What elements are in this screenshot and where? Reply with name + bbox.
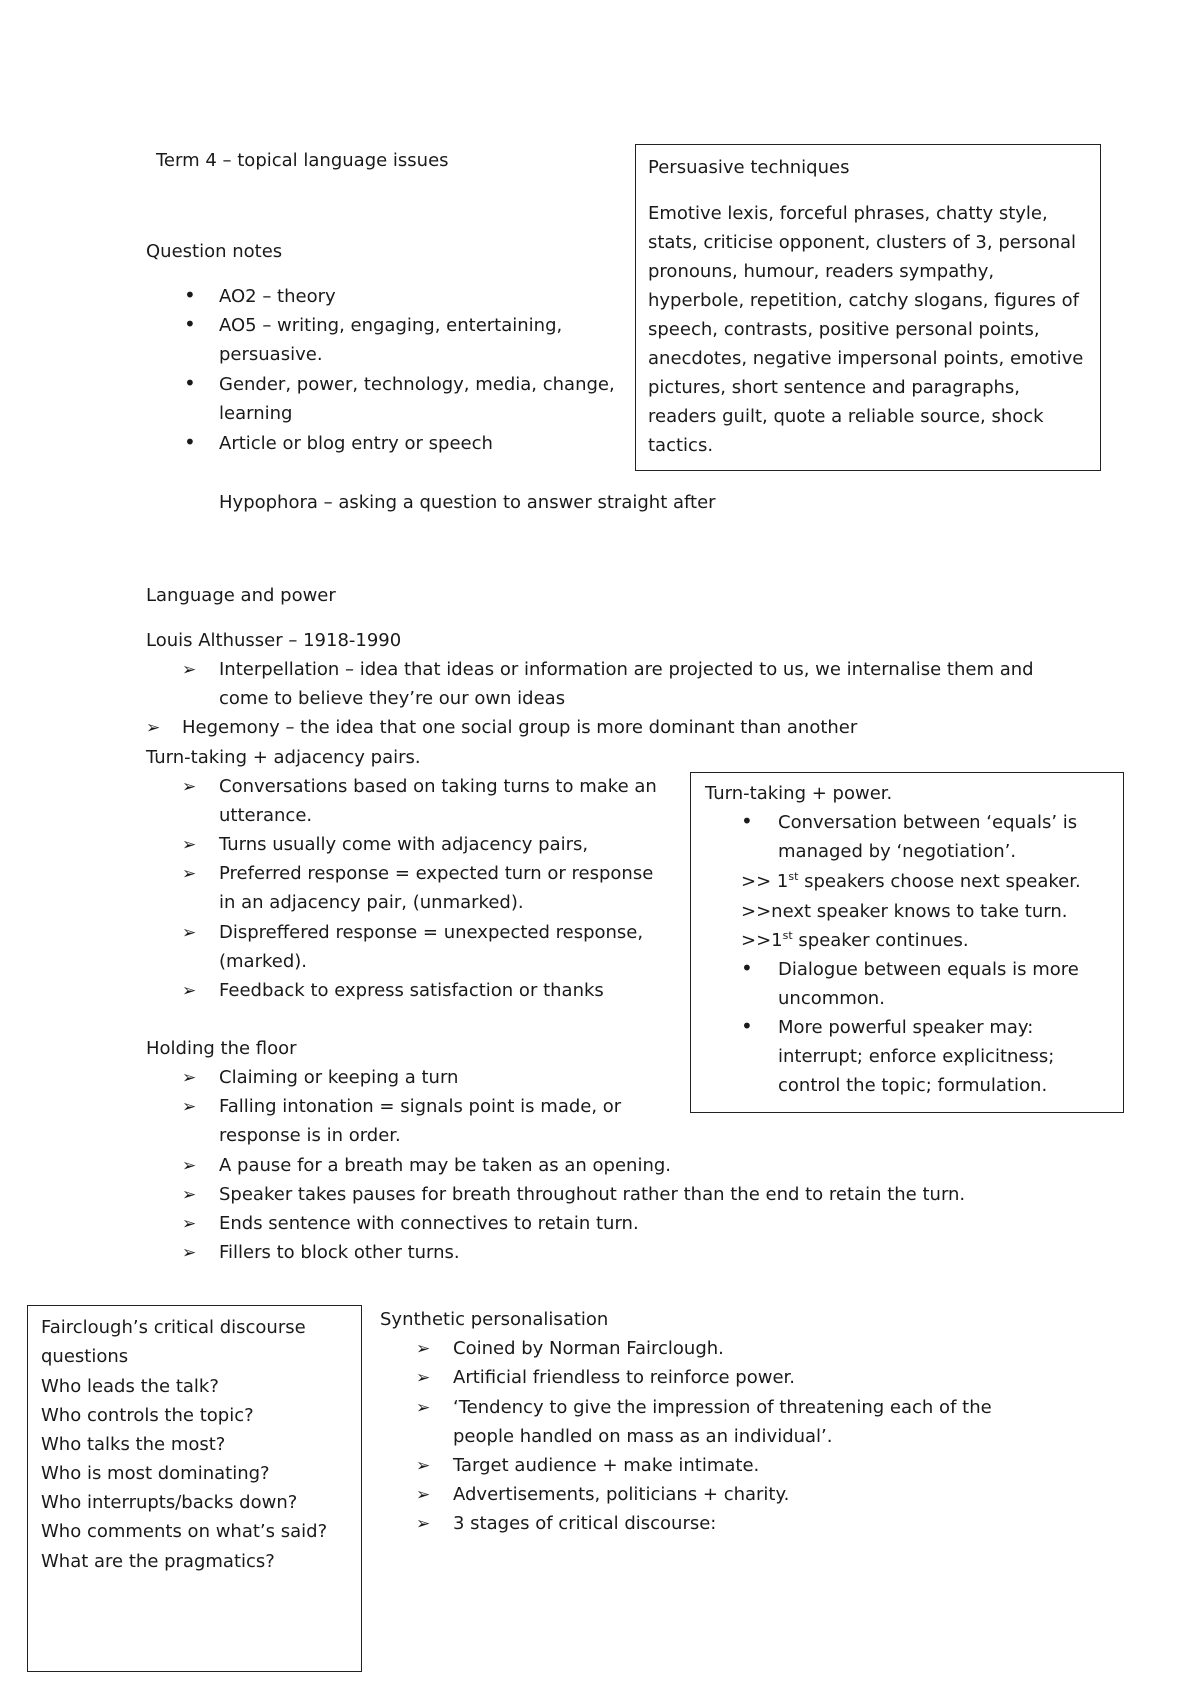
box-line: What are the pragmatics? — [41, 1551, 275, 1572]
turn-taking-power-box — [690, 772, 1124, 1113]
bullet-icon: • — [184, 430, 196, 454]
box-line: >>next speaker knows to take turn. — [741, 901, 1068, 922]
arrow-bullet-icon: ➢ — [182, 864, 197, 884]
list-item: Conversations based on taking turns to make an — [219, 776, 657, 797]
persuasive-techniques-box — [635, 144, 1101, 471]
list-item: A pause for a breath may be taken as an opening. — [219, 1155, 672, 1176]
box-line: managed by ‘negotiation’. — [778, 841, 1017, 862]
arrow-bullet-icon: ➢ — [416, 1485, 431, 1505]
box-line: anecdotes, negative impersonal points, emotive — [648, 348, 1084, 369]
box-line: >>1st speaker continues. — [741, 929, 969, 951]
list-item: Feedback to express satisfaction or thanks — [219, 980, 604, 1001]
list-item: Speaker takes pauses for breath throughout rather than the end to retain the turn. — [219, 1184, 966, 1205]
box-line: readers guilt, quote a reliable source, shock — [648, 406, 1044, 427]
box-line: Fairclough’s critical discourse — [41, 1317, 306, 1338]
arrow-bullet-icon: ➢ — [182, 923, 197, 943]
box-heading: Persuasive techniques — [648, 157, 850, 178]
box-line: Dialogue between equals is more — [778, 959, 1079, 980]
arrow-bullet-icon: ➢ — [182, 1185, 197, 1205]
list-item: Article or blog entry or speech — [219, 433, 493, 454]
arrow-bullet-icon: ➢ — [182, 660, 197, 680]
list-item: utterance. — [219, 805, 313, 826]
list-item: Dispreffered response = unexpected response, — [219, 922, 644, 943]
list-item: Interpellation – idea that ideas or information are projected to us, we internalise them and — [219, 659, 1034, 680]
section-heading: Holding the floor — [146, 1038, 297, 1059]
list-item: come to believe they’re our own ideas — [219, 688, 566, 709]
arrow-bullet-icon: ➢ — [182, 1068, 197, 1088]
arrow-bullet-icon: ➢ — [416, 1368, 431, 1388]
list-item: Fillers to block other turns. — [219, 1242, 460, 1263]
document-title: Term 4 – topical language issues — [156, 150, 449, 171]
arrow-bullet-icon: ➢ — [416, 1514, 431, 1534]
list-item: people handled on mass as an individual’. — [453, 1426, 833, 1447]
box-line: speech, contrasts, positive personal points, — [648, 319, 1040, 340]
box-line: questions — [41, 1346, 129, 1367]
arrow-bullet-icon: ➢ — [182, 1214, 197, 1234]
list-item: AO5 – writing, engaging, entertaining, — [219, 315, 563, 336]
list-item: learning — [219, 403, 293, 424]
box-line: stats, criticise opponent, clusters of 3, personal — [648, 232, 1077, 253]
list-item: (marked). — [219, 951, 308, 972]
list-item: Claiming or keeping a turn — [219, 1067, 459, 1088]
box-line: uncommon. — [778, 988, 885, 1009]
list-item: Ends sentence with connectives to retain turn. — [219, 1213, 639, 1234]
bullet-icon: • — [741, 1014, 753, 1038]
box-line: tactics. — [648, 435, 714, 456]
list-item: Falling intonation = signals point is made, or — [219, 1096, 622, 1117]
bullet-icon: • — [741, 809, 753, 833]
bullet-icon: • — [184, 371, 196, 395]
list-item: Artificial friendless to reinforce power. — [453, 1367, 795, 1388]
list-item: Hegemony – the idea that one social group is more dominant than another — [182, 717, 858, 738]
section-heading: Synthetic personalisation — [380, 1309, 609, 1330]
list-item: persuasive. — [219, 344, 323, 365]
list-item: AO2 – theory — [219, 286, 336, 307]
box-line: Who is most dominating? — [41, 1463, 270, 1484]
arrow-bullet-icon: ➢ — [182, 777, 197, 797]
box-line: Who comments on what’s said? — [41, 1521, 328, 1542]
box-line: Conversation between ‘equals’ is — [778, 812, 1078, 833]
list-item: Gender, power, technology, media, change, — [219, 374, 615, 395]
arrow-bullet-icon: ➢ — [182, 835, 197, 855]
hypophora-note: Hypophora – asking a question to answer straight after — [219, 492, 716, 513]
arrow-bullet-icon: ➢ — [182, 1243, 197, 1263]
arrow-bullet-icon: ➢ — [416, 1339, 431, 1359]
list-item: Target audience + make intimate. — [453, 1455, 760, 1476]
arrow-bullet-icon: ➢ — [182, 981, 197, 1001]
list-item: Turns usually come with adjacency pairs, — [219, 834, 589, 855]
bullet-icon: • — [184, 283, 196, 307]
box-line: hyperbole, repetition, catchy slogans, figures of — [648, 290, 1079, 311]
question-notes-heading: Question notes — [146, 241, 283, 262]
box-line: More powerful speaker may: — [778, 1017, 1034, 1038]
bullet-icon: • — [184, 312, 196, 336]
section-heading: Language and power — [146, 585, 336, 606]
arrow-bullet-icon: ➢ — [182, 1156, 197, 1176]
arrow-bullet-icon: ➢ — [182, 1097, 197, 1117]
box-line: pronouns, humour, readers sympathy, — [648, 261, 995, 282]
list-item: ‘Tendency to give the impression of threatening each of the — [453, 1397, 992, 1418]
arrow-bullet-icon: ➢ — [416, 1456, 431, 1476]
list-item: 3 stages of critical discourse: — [453, 1513, 717, 1534]
box-line: control the topic; formulation. — [778, 1075, 1048, 1096]
box-line: Who talks the most? — [41, 1434, 226, 1455]
box-line: Emotive lexis, forceful phrases, chatty style, — [648, 203, 1048, 224]
box-line: Who leads the talk? — [41, 1376, 219, 1397]
section-heading: Turn-taking + adjacency pairs. — [146, 747, 421, 768]
arrow-bullet-icon: ➢ — [146, 718, 161, 738]
list-item: Preferred response = expected turn or response — [219, 863, 654, 884]
box-line: Who interrupts/backs down? — [41, 1492, 298, 1513]
bullet-icon: • — [741, 956, 753, 980]
box-line: pictures, short sentence and paragraphs, — [648, 377, 1021, 398]
box-heading: Turn-taking + power. — [705, 783, 893, 804]
box-line: Who controls the topic? — [41, 1405, 254, 1426]
box-line: interrupt; enforce explicitness; — [778, 1046, 1055, 1067]
list-item: Coined by Norman Fairclough. — [453, 1338, 724, 1359]
list-item: Advertisements, politicians + charity. — [453, 1484, 790, 1505]
arrow-bullet-icon: ➢ — [416, 1398, 431, 1418]
box-line: >> 1st speakers choose next speaker. — [741, 870, 1081, 892]
list-item: response is in order. — [219, 1125, 401, 1146]
althusser-line: Louis Althusser – 1918-1990 — [146, 630, 402, 651]
fairclough-questions-box — [27, 1305, 362, 1672]
list-item: in an adjacency pair, (unmarked). — [219, 892, 524, 913]
